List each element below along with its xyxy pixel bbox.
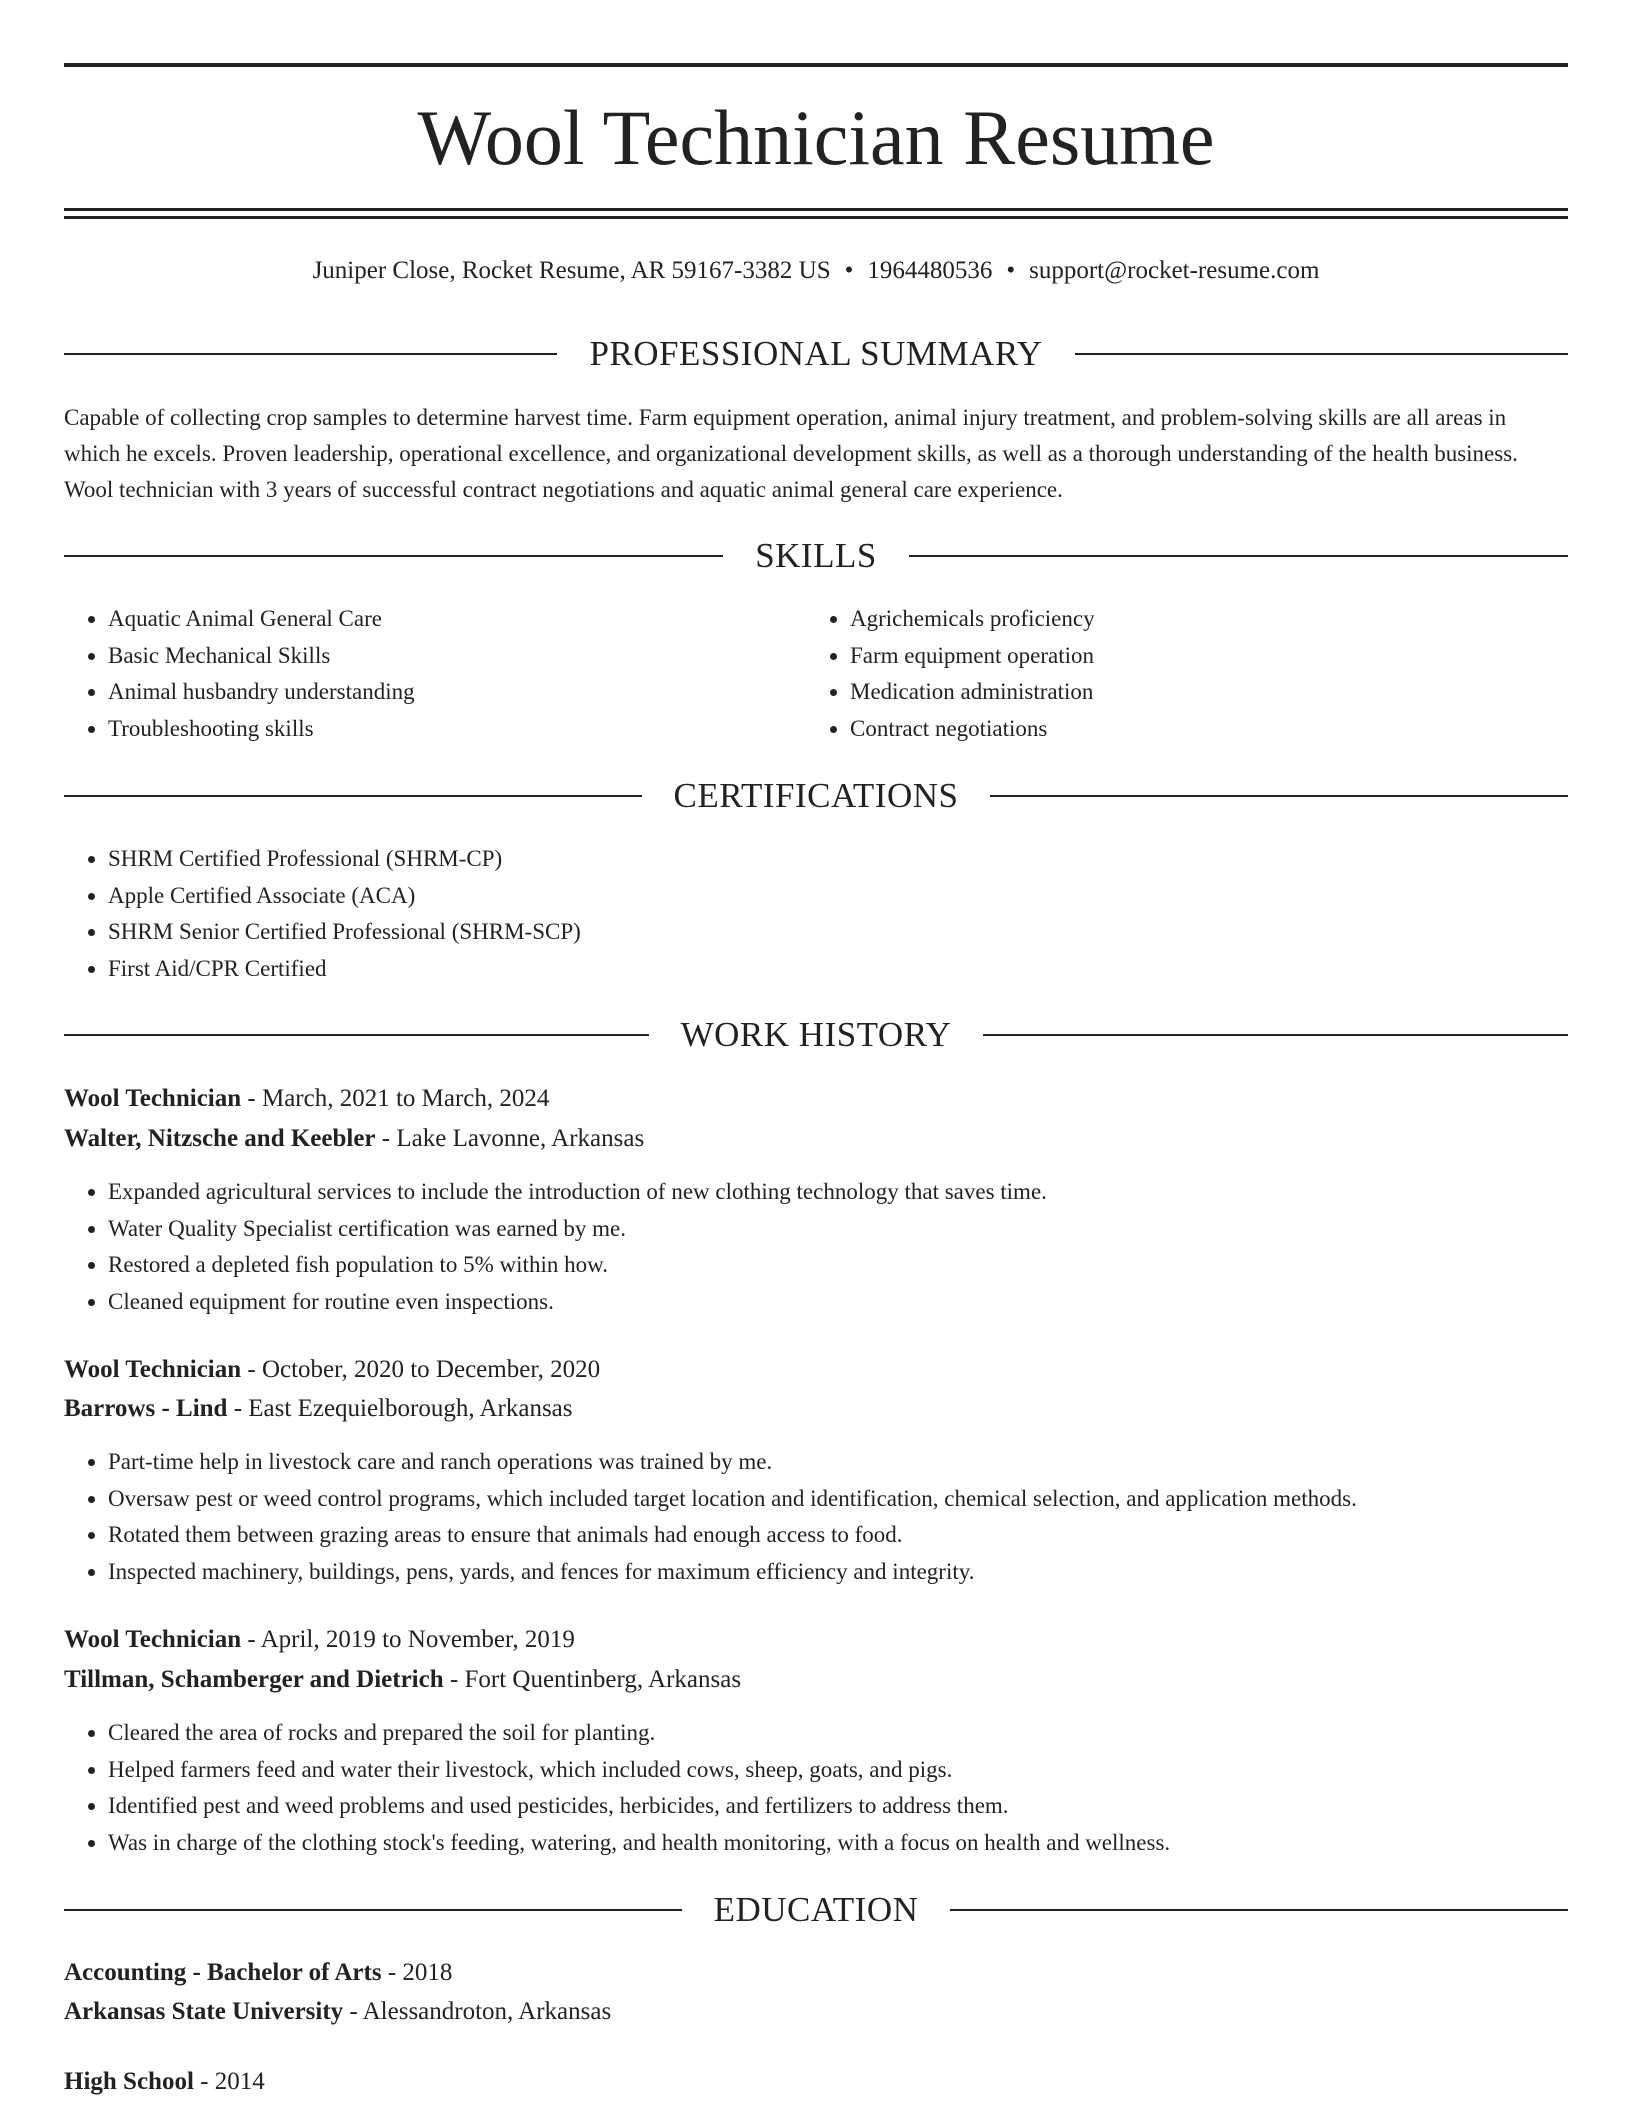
contact-address: Juniper Close, Rocket Resume, AR 59167-3382 US — [312, 257, 831, 284]
title-top-rule — [64, 63, 1568, 67]
contact-separator: • — [844, 257, 854, 284]
job-location: - East Ezequielborough, Arkansas — [227, 1395, 573, 1422]
skill-item: • Agrichemicals proficiency — [850, 601, 1506, 638]
certifications-list — [64, 841, 1568, 987]
education-heading — [64, 1888, 1568, 1932]
education-year: - 2014 — [193, 2068, 265, 2095]
education-year: - 2018 — [381, 1959, 453, 1986]
job-bullet: • Helped farmers feed and water their livestock, which included cows, sheep, goats, and pigs. — [108, 1752, 1568, 1789]
job-dates: - March, 2021 to March, 2024 — [241, 1085, 550, 1112]
work-history-heading-label: WORK HISTORY — [680, 1015, 952, 1054]
skill-item: • Farm equipment operation — [850, 638, 1506, 675]
heading-rule — [64, 555, 723, 557]
job-bullet: • Cleaned equipment for routine even inspections. — [108, 1284, 1568, 1321]
skill-item: • Medication administration — [850, 674, 1506, 711]
job-bullets — [64, 1715, 1568, 1861]
skills-heading-label: SKILLS — [755, 536, 877, 575]
title-bottom-rule — [64, 208, 1568, 211]
job-company-line — [64, 1391, 1568, 1427]
resume-title: Wool Technician Resume — [417, 94, 1215, 181]
job-title: Wool Technician — [64, 1356, 242, 1383]
job-title: Wool Technician — [64, 1626, 242, 1653]
job-bullet: • Oversaw pest or weed control programs, which included target location and identification, chemical selection, and application methods. — [108, 1481, 1568, 1518]
heading-rule — [64, 353, 557, 355]
skill-item: • Troubleshooting skills — [108, 711, 764, 748]
education-degree-line — [64, 2064, 1568, 2100]
skill-item: • Basic Mechanical Skills — [108, 638, 764, 675]
work-history-heading — [64, 1013, 1568, 1057]
certification-item: • SHRM Senior Certified Professional (SHRM-SCP) — [108, 914, 1568, 951]
contact-separator: • — [1006, 257, 1016, 284]
job-bullets — [64, 1444, 1568, 1590]
certification-item: • First Aid/CPR Certified — [108, 951, 1568, 988]
education-degree: High School — [64, 2068, 194, 2095]
heading-rule — [64, 1909, 682, 1911]
job-bullet: • Part-time help in livestock care and ranch operations was trained by me. — [108, 1444, 1568, 1481]
job-bullet: • Expanded agricultural services to include the introduction of new clothing technology that saves time. — [108, 1174, 1568, 1211]
job-title-line — [64, 1081, 1568, 1117]
certification-item: • SHRM Certified Professional (SHRM-CP) — [108, 841, 1568, 878]
heading-rule — [950, 1909, 1568, 1911]
heading-rule — [990, 795, 1568, 797]
job-bullets — [64, 1174, 1568, 1320]
job-location: - Lake Lavonne, Arkansas — [375, 1125, 645, 1152]
certifications-heading-label: CERTIFICATIONS — [673, 776, 959, 815]
job-title-line — [64, 1622, 1568, 1658]
job-company: Walter, Nitzsche and Keebler — [64, 1125, 376, 1152]
education-degree: Accounting - Bachelor of Arts — [64, 1959, 382, 1986]
skill-item: • Animal husbandry understanding — [108, 674, 764, 711]
job-title-line — [64, 1352, 1568, 1388]
job-dates: - April, 2019 to November, 2019 — [241, 1626, 575, 1653]
education-school: Arkansas State University — [64, 1998, 344, 2025]
certifications-heading — [64, 774, 1568, 818]
job-bullet: • Identified pest and weed problems and used pesticides, herbicides, and fertilizers to address them. — [108, 1788, 1568, 1825]
title-bottom-rule-second — [64, 216, 1568, 219]
skill-item: • Contract negotiations — [850, 711, 1506, 748]
contact-email[interactable]: support@rocket-resume.com — [1029, 257, 1320, 284]
education-heading-label: EDUCATION — [713, 1890, 919, 1929]
education-location: - Alessandroton, Arkansas — [343, 1998, 612, 2025]
job-company: Barrows - Lind — [64, 1395, 228, 1422]
summary-heading — [64, 332, 1568, 376]
skills-heading — [64, 534, 1568, 578]
heading-rule — [64, 1034, 649, 1036]
job-bullet: • Rotated them between grazing areas to ensure that animals had enough access to food. — [108, 1517, 1568, 1554]
summary-heading-label: PROFESSIONAL SUMMARY — [589, 334, 1043, 373]
job-title: Wool Technician — [64, 1085, 242, 1112]
job-dates: - October, 2020 to December, 2020 — [241, 1356, 601, 1383]
job-bullet: • Inspected machinery, buildings, pens, yards, and fences for maximum efficiency and integrity. — [108, 1554, 1568, 1591]
job-company: Tillman, Schamberger and Dietrich — [64, 1666, 444, 1693]
skills-column-right — [806, 601, 1506, 747]
heading-rule — [1075, 353, 1568, 355]
job-location: - Fort Quentinberg, Arkansas — [443, 1666, 742, 1693]
skills-column-left — [64, 601, 764, 747]
job-company-line — [64, 1662, 1568, 1698]
education-degree-line — [64, 1955, 1568, 1991]
contact-phone: 1964480536 — [867, 257, 993, 284]
job-bullet: • Cleared the area of rocks and prepared the soil for planting. — [108, 1715, 1568, 1752]
heading-rule — [64, 795, 642, 797]
contact-line — [64, 254, 1568, 288]
heading-rule — [909, 555, 1568, 557]
job-bullet: • Restored a depleted fish population to 5% within how. — [108, 1247, 1568, 1284]
job-company-line — [64, 1121, 1568, 1157]
job-bullet: • Was in charge of the clothing stock's feeding, watering, and health monitoring, with a focus on health and wellness. — [108, 1825, 1568, 1862]
skill-item: • Aquatic Animal General Care — [108, 601, 764, 638]
heading-rule — [983, 1034, 1568, 1036]
job-bullet: • Water Quality Specialist certification was earned by me. — [108, 1211, 1568, 1248]
education-school-line — [64, 1994, 1568, 2030]
summary-text: Capable of collecting crop samples to determine harvest time. Farm equipment operation, animal injury treatment, and problem-solving skills are all areas in which he excels. Proven leadership, operational excellence, and organizational development skills, as well as a thorough understanding of the health business. Wool technician with 3 years of successful contract negotiations and aquatic animal general care experience. — [64, 405, 1518, 502]
certification-item: • Apple Certified Associate (ACA) — [108, 878, 1568, 915]
